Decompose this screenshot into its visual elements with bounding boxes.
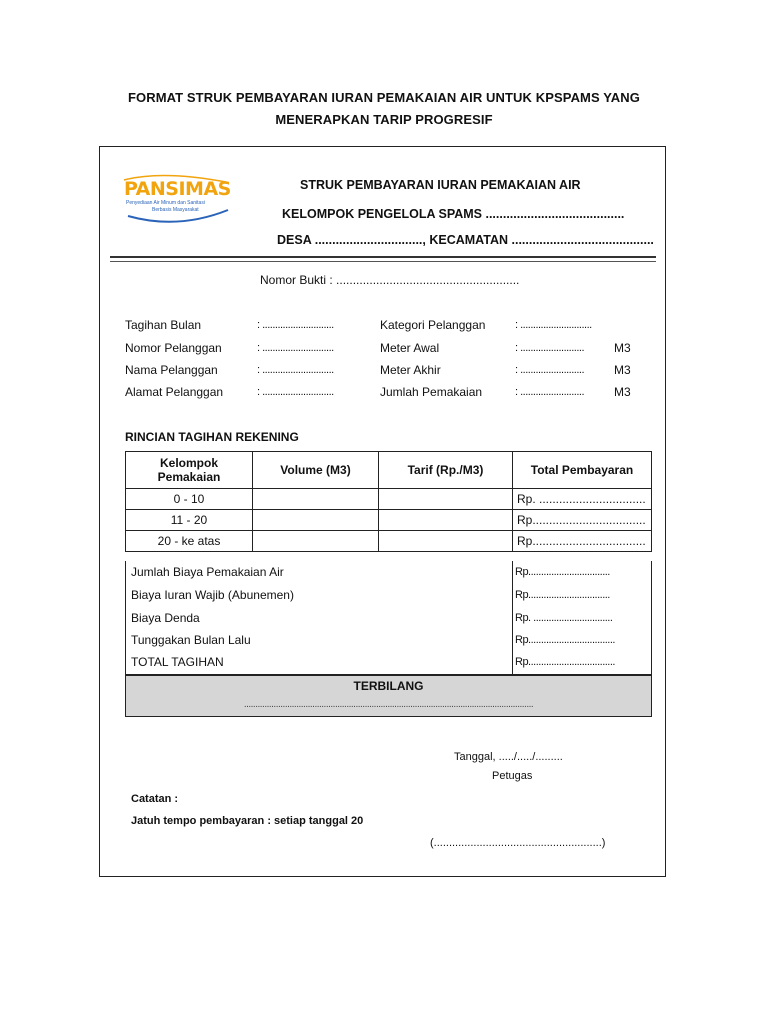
logo-name: PANSIMAS: [124, 178, 231, 200]
nama-pelanggan-label: Nama Pelanggan: [125, 363, 218, 377]
petugas-label: Petugas: [492, 770, 533, 782]
volume-cell: [253, 531, 379, 552]
catatan-text: Jatuh tempo pembayaran : setiap tanggal 20: [131, 815, 364, 827]
total-cell: Rp..................................: [513, 510, 652, 531]
summary-divider: [512, 561, 513, 675]
terbilang-dots: ...............................................................................................................................: [243, 699, 534, 710]
document-title-line2: MENERAPKAN TARIP PROGRESIF: [275, 112, 493, 127]
receipt-heading: STRUK PEMBAYARAN IURAN PEMAKAIAN AIR: [300, 178, 581, 192]
total-tagihan-label: TOTAL TAGIHAN: [131, 655, 224, 669]
header-divider: [110, 256, 656, 258]
rincian-table: [125, 451, 652, 552]
kelompok-pengelola-line: KELOMPOK PENGELOLA SPAMS ........................................: [282, 207, 625, 221]
tarif-cell: [379, 489, 513, 510]
tarif-cell: [379, 531, 513, 552]
summary-label: Tunggakan Bulan Lalu: [131, 633, 251, 647]
document-title-line1: FORMAT STRUK PEMBAYARAN IURAN PEMAKAIAN AIR UNTUK KPSPAMS YANG: [127, 90, 641, 105]
alamat-pelanggan-label: Alamat Pelanggan: [125, 385, 224, 399]
tagihan-bulan-value: : ............................: [257, 319, 334, 331]
alamat-pelanggan-value: : ............................: [257, 386, 334, 398]
terbilang-label: TERBILANG: [353, 679, 424, 693]
logo-subtitle-2: Berbasis Masyarakat: [152, 207, 199, 213]
meter-awal-label: Meter Awal: [380, 341, 440, 355]
nomor-bukti: Nomor Bukti : .......................................................: [260, 273, 520, 287]
meter-awal-value: : .........................: [515, 342, 585, 354]
total-cell: Rp. ................................: [513, 489, 652, 510]
header-divider-thin: [110, 261, 656, 262]
jumlah-pemakaian-unit: M3: [614, 385, 631, 399]
signature-line: (.......................................................): [430, 837, 606, 849]
table-row: [126, 489, 652, 510]
kategori-pelanggan-label: Kategori Pelanggan: [380, 318, 486, 332]
pansimas-logo: [122, 172, 234, 226]
desa-kecamatan-line: DESA ..............................., KECAMATAN .........................................: [277, 233, 654, 247]
total-cell: Rp..................................: [513, 531, 652, 552]
summary-label: Biaya Iuran Wajib (Abunemen): [131, 588, 294, 602]
catatan-label: Catatan :: [131, 793, 179, 805]
tanggal-line: Tanggal, ...../...../.........: [454, 751, 563, 763]
kelompok-cell: 11 - 20: [126, 510, 253, 531]
meter-akhir-label: Meter Akhir: [380, 363, 441, 377]
summary-label: Jumlah Biaya Pemakaian Air: [131, 565, 284, 579]
table-row: [126, 531, 652, 552]
volume-cell: [253, 489, 379, 510]
col-tarif: Tarif (Rp./M3): [379, 452, 513, 489]
logo-subtitle-1: Penyediaan Air Minum dan Sanitasi: [126, 200, 205, 206]
kelompok-cell: 20 - ke atas: [126, 531, 253, 552]
table-header-row: [126, 452, 652, 489]
kategori-pelanggan-value: : ............................: [515, 319, 592, 331]
summary-value: Rp. ...............................: [515, 612, 613, 624]
summary-value: Rp................................: [515, 589, 610, 601]
total-tagihan-value: Rp..................................: [515, 656, 615, 668]
summary-value: Rp................................: [515, 566, 610, 578]
nomor-pelanggan-label: Nomor Pelanggan: [125, 341, 222, 355]
summary-label: Biaya Denda: [131, 611, 200, 625]
col-kelompok-pemakaian: Kelompok Pemakaian: [126, 452, 253, 489]
meter-akhir-unit: M3: [614, 363, 631, 377]
summary-value: Rp..................................: [515, 634, 615, 646]
table-row: [126, 510, 652, 531]
col-volume: Volume (M3): [253, 452, 379, 489]
nama-pelanggan-value: : ............................: [257, 364, 334, 376]
kelompok-cell: 0 - 10: [126, 489, 253, 510]
volume-cell: [253, 510, 379, 531]
col-total-pembayaran: Total Pembayaran: [513, 452, 652, 489]
jumlah-pemakaian-label: Jumlah Pemakaian: [380, 385, 483, 399]
tagihan-bulan-label: Tagihan Bulan: [125, 318, 202, 332]
jumlah-pemakaian-value: : .........................: [515, 386, 585, 398]
meter-awal-unit: M3: [614, 341, 631, 355]
nomor-pelanggan-value: : ............................: [257, 342, 334, 354]
tarif-cell: [379, 510, 513, 531]
rincian-title: RINCIAN TAGIHAN REKENING: [125, 430, 299, 444]
meter-akhir-value: : .........................: [515, 364, 585, 376]
